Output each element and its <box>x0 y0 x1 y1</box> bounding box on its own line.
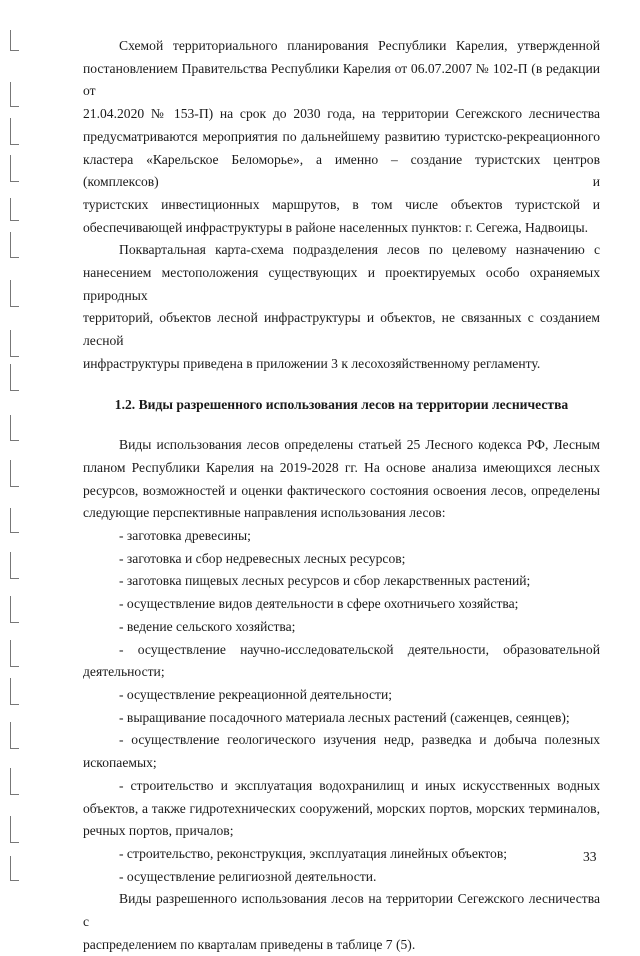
list-item: - осуществление научно-исследовательской деятельности, образовательной <box>119 641 600 657</box>
paragraph-line: предусматриваются мероприятия по дальнейшему развитию туристско-рекреационного <box>83 128 600 144</box>
binding-mark <box>10 640 19 667</box>
binding-mark <box>10 768 19 795</box>
binding-mark <box>10 82 19 107</box>
binding-mark <box>10 678 19 705</box>
binding-mark <box>10 118 19 145</box>
paragraph-line: туристских инвестиционных маршрутов, в том числе объектов туристской и <box>83 196 600 212</box>
paragraph-line: кластера «Карельское Беломорье», а именно – создание туристских центров (комплексов) и <box>83 151 600 190</box>
paragraph-line: Виды разрешенного использования лесов на территории Сегежского лесничества с <box>83 891 600 930</box>
list-item-continuation: речных портов, причалов; <box>83 823 234 839</box>
paragraph-line: распределением по кварталам приведены в таблице 7 (5). <box>83 936 416 952</box>
list-item: - заготовка и сбор недревесных лесных ресурсов; <box>119 550 406 566</box>
paragraph-line: Схемой территориального планирования Республики Карелия, утвержденной <box>119 38 600 53</box>
paragraph-line: нанесением местоположения существующих и проектируемых особо охраняемых природных <box>83 265 600 303</box>
binding-mark <box>10 330 19 357</box>
paragraph-line: следующие перспективные направления использования лесов: <box>83 505 446 521</box>
paragraph-line: Виды использования лесов определены статьей 25 Лесного кодекса РФ, Лесным <box>119 437 600 453</box>
binding-mark <box>10 552 19 579</box>
list-item: - выращивание посадочного материала лесных растений (саженцев, сеянцев); <box>119 709 570 725</box>
binding-mark <box>10 415 19 441</box>
page-number: 33 <box>583 849 597 864</box>
paragraph-line: Поквартальная карта-схема подразделения лесов по целевому назначению с <box>119 242 600 258</box>
list-item-continuation: ископаемых; <box>83 755 157 771</box>
binding-mark <box>10 460 19 487</box>
binding-mark <box>10 280 19 307</box>
binding-mark <box>10 198 19 221</box>
paragraph-line: обеспечивающей инфраструктуры в районе населенных пунктов: г. Сегежа, Надвоицы. <box>83 219 588 235</box>
list-item: - заготовка древесины; <box>119 528 251 544</box>
binding-mark <box>10 816 19 843</box>
binding-mark <box>10 30 19 51</box>
list-item-continuation: деятельности; <box>83 664 165 680</box>
section-heading: 1.2. Виды разрешенного использования лесов на территории лесничества <box>114 396 569 412</box>
paragraph-line: планом Республики Карелия на 2019-2028 гг. На основе анализа имеющихся лесных <box>83 459 600 475</box>
list-item: - ведение сельского хозяйства; <box>119 618 296 634</box>
binding-mark <box>10 596 19 623</box>
list-item: - осуществление видов деятельности в сфере охотничьего хозяйства; <box>119 596 519 612</box>
list-item: - строительство, реконструкция, эксплуатация линейных объектов; <box>119 845 508 861</box>
list-item: - осуществление геологического изучения недр, разведка и добыча полезных <box>119 732 600 748</box>
list-item: - осуществление рекреационной деятельности; <box>119 686 392 702</box>
paragraph-line: инфраструктуры приведена в приложении 3 к лесохозяйственному регламенту. <box>83 355 541 371</box>
list-item-continuation: объектов, а также гидротехнических сооружений, морских портов, морских терминалов, <box>83 800 600 816</box>
list-item: - заготовка пищевых лесных ресурсов и сбор лекарственных растений; <box>119 573 531 589</box>
paragraph-line: ресурсов, возможностей и оценки фактического состояния освоения лесов, определены <box>83 482 600 498</box>
page-body <box>83 35 600 956</box>
binding-mark <box>10 232 19 258</box>
list-item: - осуществление религиозной деятельности. <box>119 868 377 884</box>
paragraph-line: территорий, объектов лесной инфраструктуры и объектов, не связанных с созданием лесной <box>83 310 600 349</box>
paragraph-line: 21.04.2020 № 153-П) на срок до 2030 года, на территории Сегежского лесничества <box>83 106 600 122</box>
binding-margin <box>0 0 30 905</box>
binding-mark <box>10 364 19 391</box>
binding-mark <box>10 155 19 182</box>
binding-mark <box>10 508 19 533</box>
binding-mark <box>10 856 19 881</box>
paragraph-line: постановлением Правительства Республики Карелия от 06.07.2007 № 102-П (в редакции от <box>83 60 600 99</box>
list-item: - строительство и эксплуатация водохранилищ и иных искусственных водных <box>119 777 600 793</box>
binding-mark <box>10 722 19 749</box>
